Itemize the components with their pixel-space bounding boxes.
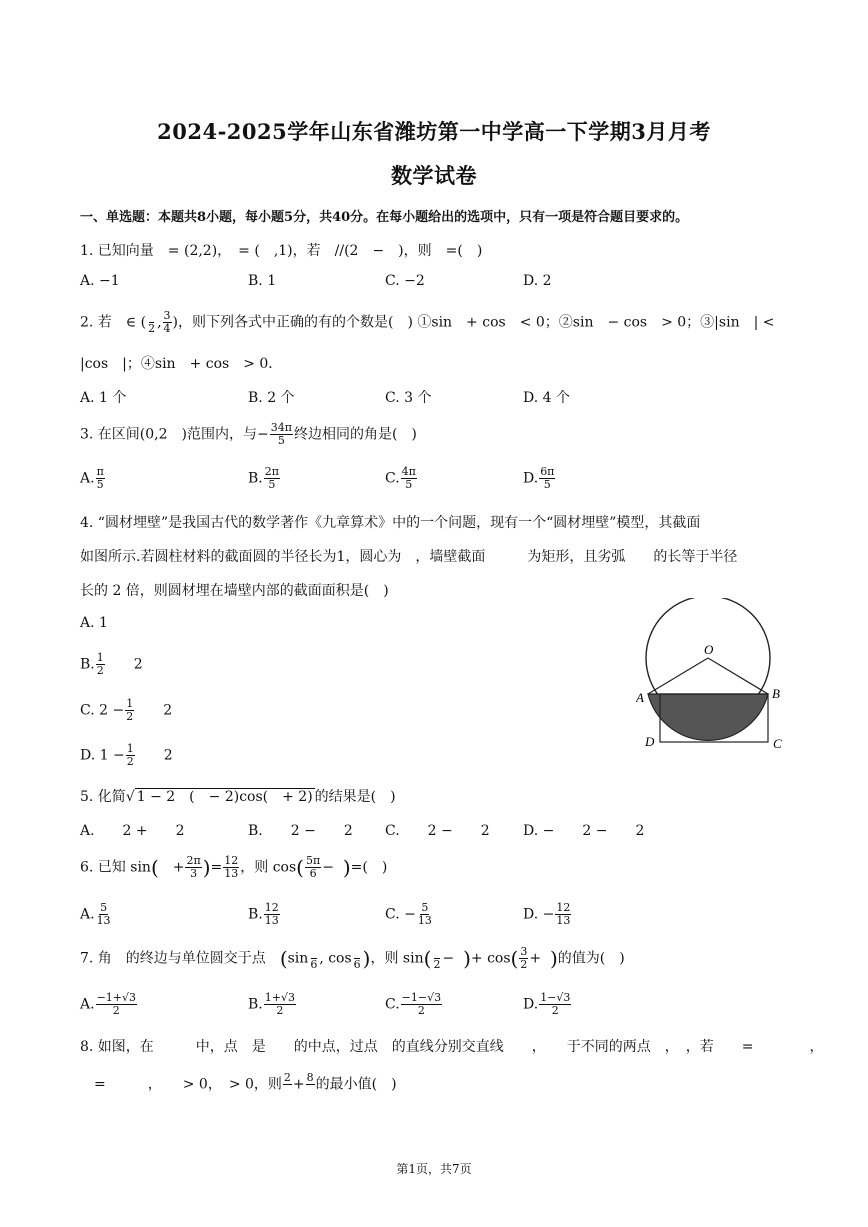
page-footer: 第1页，共7页 xyxy=(396,1162,472,1176)
q2-option-c: C. 3 个 xyxy=(385,390,432,406)
q5-option-d: D. − 2 − 2 xyxy=(523,823,645,839)
question-8-line-2: = ， > 0， > 0，则 2 + 8 的最小值( ) xyxy=(80,1071,397,1093)
q5-option-b: B. 2 − 2 xyxy=(248,823,353,839)
q2-fraction-2: $\frac{3}{4}$ xyxy=(163,309,171,335)
q6-option-b: B. $\frac{12}{13}$ xyxy=(248,901,279,927)
q2-option-b: B. 2 个 xyxy=(248,390,295,406)
q1-option-b: B. 1 xyxy=(248,273,277,289)
label-a: A xyxy=(636,690,644,705)
question-1-stem: 1. 已知向量 = (2,2)， = ( ,1)，若 //(2 − )，则 =( ) xyxy=(80,243,483,259)
question-4-line-3: 长的 2 倍，则圆材埋在墙壁内部的截面面积是( ) xyxy=(80,583,389,599)
q2-option-a: A. 1 个 xyxy=(80,390,127,406)
question-4-line-1: 4. “圆材埋壁”是我国古代的数学著作《九章算术》中的一个问题，现有一个“圆材埋壁”模型，其截面 xyxy=(80,515,701,531)
exam-subtitle: 数学试卷 xyxy=(391,163,477,188)
q3-fraction: $\frac{34\pi}{5}$ xyxy=(270,421,292,447)
label-o: O xyxy=(704,642,714,657)
q7-option-d: D. $\frac{1-√3}{2}$ xyxy=(523,991,571,1017)
label-c: C xyxy=(773,736,782,751)
label-d: D xyxy=(645,734,655,749)
q2-stem-suffix: )，则下列各式中正确的有的个数是( ) ①sin + cos < 0；②sin − cos > 0；③|sin | < xyxy=(172,314,775,331)
q4-option-d: D. 1 − $\frac{1}{2}$ 2 xyxy=(80,742,173,768)
q1-option-c: C. −2 xyxy=(385,273,425,289)
question-2-stem-line2: |cos |；④sin + cos > 0． xyxy=(80,356,283,372)
q5-option-a: A. 2 + 2 xyxy=(80,823,185,839)
q3-option-d: D. $\frac{6\pi}{5}$ xyxy=(523,465,555,491)
q5-option-c: C. 2 − 2 xyxy=(385,823,490,839)
q5-radicand: 1 − 2 ( − 2)cos( + 2) xyxy=(136,789,313,805)
q1-option-a: A. −1 xyxy=(80,273,120,289)
q6-option-c: C. − $\frac{5}{13}$ xyxy=(385,901,432,927)
question-5-stem: 5. 化简√ 1 − 2 ( − 2)cos( + 2) 的结果是( ) xyxy=(80,789,396,805)
q7-option-c: C. $\frac{-1-√3}{2}$ xyxy=(385,991,442,1017)
q6-option-d: D. − $\frac{12}{13}$ xyxy=(523,901,571,927)
question-2-stem: 2. 若 ∈ ( 2 , $\frac{3}{4}$ )，则下列各式中正确的有的个数是( ) ①sin + cos < 0；②sin − cos > 0；③|sin | < xyxy=(80,309,775,335)
q7-option-a: A. $\frac{-1+√3}{2}$ xyxy=(80,991,137,1017)
section-heading: 一、单选题：本题共8小题，每小题5分，共40分。在每小题给出的选项中，只有一项是符合题目要求的。 xyxy=(80,210,689,225)
q3-option-b: B. $\frac{2\pi}{5}$ xyxy=(248,465,279,491)
q3-option-a: A. $\frac{\pi}{5}$ xyxy=(80,465,104,491)
question-3-stem: 3. 在区间(0,2 )范围内，与− $\frac{34\pi}{5}$ 终边相同的角是( ) xyxy=(80,421,417,447)
sqrt-symbol: √ xyxy=(125,789,135,805)
round-timber-wall-figure xyxy=(636,598,796,760)
shaded-segment xyxy=(648,694,768,740)
question-8-line-1: 8. 如图，在 中，点 是 的中点，过点 的直线分别交直线 ， 于不同的两点 ， ，若 = ， xyxy=(80,1039,824,1055)
q2-stem-prefix: 2. 若 ∈ ( xyxy=(80,314,147,331)
question-7-stem: 7. 角 的终边与单位圆交于点 (sin 6 , cos 6 )，则 sin( 2 − )+ cos( $\frac{3}{2}$ + )的值为( ) xyxy=(80,945,625,971)
q1-option-d: D. 2 xyxy=(523,273,552,289)
q2-option-d: D. 4 个 xyxy=(523,390,570,406)
question-4-line-2: 如图所示.若圆柱材料的截面圆的半径长为1，圆心为 ，墙壁截面 为矩形，且劣弧 的长等于半径 xyxy=(80,549,738,565)
q2-fraction-1: 2 xyxy=(147,310,156,335)
radius-oa xyxy=(648,658,708,694)
exam-title: 2024-2025学年山东省潍坊第一中学高一下学期3月月考 xyxy=(157,119,711,144)
label-b: B xyxy=(772,686,780,701)
q6-option-a: A. $\frac{5}{13}$ xyxy=(80,901,111,927)
radius-ob xyxy=(708,658,768,694)
question-6-stem: 6. 已知 sin( + $\frac{2\pi}{3}$ )= $\frac{12}{13}$ ，则 cos( $\frac{5\pi}{6}$ − )=( ) xyxy=(80,854,388,880)
q4-option-b: B. $\frac{1}{2}$ 2 xyxy=(80,651,143,677)
q4-option-a: A. 1 xyxy=(80,615,108,631)
q4-option-c: C. 2 − $\frac{1}{2}$ 2 xyxy=(80,697,173,723)
q7-option-b: B. $\frac{1+√3}{2}$ xyxy=(248,991,295,1017)
q3-option-c: C. $\frac{4\pi}{5}$ xyxy=(385,465,416,491)
